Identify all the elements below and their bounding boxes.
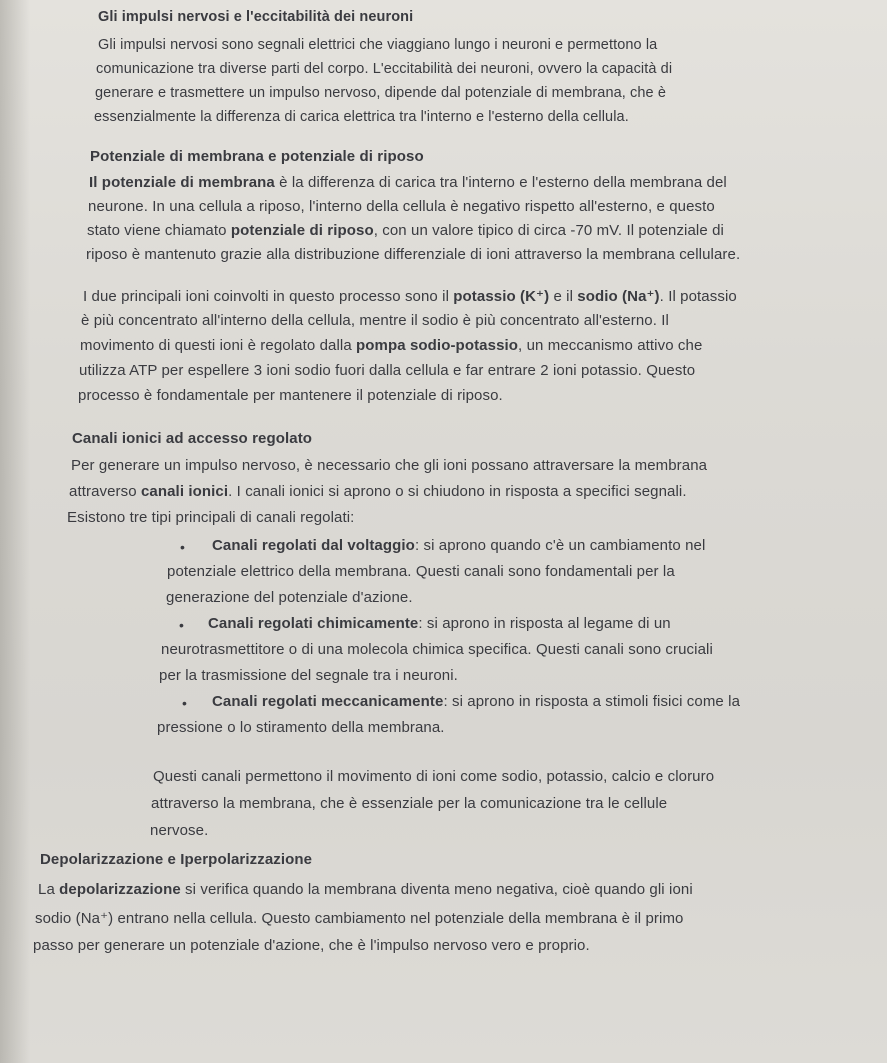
bullet-line: pressione o lo stiramento della membrana. — [157, 719, 445, 736]
paragraph-line: attraverso la membrana, che è essenziale per la comunicazione tra le cellule — [151, 795, 668, 812]
section-title-potenziale: Potenziale di membrana e potenziale di riposo — [90, 148, 424, 165]
paragraph-line: nervose. — [150, 822, 209, 839]
paragraph-line: comunicazione tra diverse parti del corpo. L'eccitabilità dei neuroni, ovvero la capacità di — [96, 61, 673, 77]
paragraph-line: Questi canali permettono il movimento di ioni come sodio, potassio, calcio e cloruro — [153, 768, 715, 785]
bullet-line: neurotrasmettitore o di una molecola chimica specifica. Questi canali sono cruciali — [161, 641, 713, 658]
paragraph-line: riposo è mantenuto grazie alla distribuzione differenziale di ioni attraverso la membrana cellulare. — [86, 246, 741, 263]
paragraph-line: processo è fondamentale per mantenere il potenziale di riposo. — [78, 387, 503, 404]
bullet-icon: • — [182, 695, 187, 711]
paragraph-line: Gli impulsi nervosi sono segnali elettrici che viaggiano lungo i neuroni e permettono la — [98, 37, 658, 53]
paragraph-line: utilizza ATP per espellere 3 ioni sodio fuori dalla cellula e far entrare 2 ioni potassio. Questo — [79, 362, 696, 379]
paragraph-line: movimento di questi ioni è regolato dalla pompa sodio-potassio, un meccanismo attivo che — [80, 337, 703, 354]
bullet-icon: • — [179, 617, 184, 633]
bullet-icon: • — [180, 539, 185, 555]
section-title-depolarizzazione: Depolarizzazione e Iperpolarizzazione — [40, 851, 313, 868]
paragraph-line: Esistono tre tipi principali di canali regolati: — [67, 509, 355, 526]
paragraph-line: passo per generare un potenziale d'azione, che è l'impulso nervoso vero e proprio. — [33, 937, 590, 954]
page-shadow — [0, 0, 30, 1063]
paragraph-line: stato viene chiamato potenziale di riposo, con un valore tipico di circa -70 mV. Il potenziale di — [87, 222, 724, 239]
paragraph-line: attraverso canali ionici. I canali ionici si aprono o si chiudono in risposta a specifici segnali. — [69, 483, 687, 500]
paragraph-line: generare e trasmettere un impulso nervoso, dipende dal potenziale di membrana, che è — [95, 85, 667, 101]
section-title-impulsi: Gli impulsi nervosi e l'eccitabilità dei neuroni — [98, 9, 414, 25]
paragraph-line: La depolarizzazione si verifica quando la membrana diventa meno negativa, cioè quando gli ioni — [38, 881, 693, 898]
paragraph-line: sodio (Na⁺) entrano nella cellula. Questo cambiamento nel potenziale della membrana è il primo — [35, 910, 684, 927]
section-title-canali: Canali ionici ad accesso regolato — [72, 430, 313, 447]
bullet-line: per la trasmissione del segnale tra i neuroni. — [159, 667, 458, 684]
bullet-item-voltaggio: Canali regolati dal voltaggio: si aprono quando c'è un cambiamento nel — [212, 537, 706, 554]
paragraph-line: I due principali ioni coinvolti in questo processo sono il potassio (K⁺) e il sodio (Na⁺). Il potassio — [83, 288, 737, 305]
bullet-line: potenziale elettrico della membrana. Questi canali sono fondamentali per la — [167, 563, 675, 580]
paragraph-line: essenzialmente la differenza di carica elettrica tra l'interno e l'esterno della cellula. — [94, 109, 629, 125]
bullet-item-meccanicamente: Canali regolati meccanicamente: si aprono in risposta a stimoli fisici come la — [212, 693, 741, 710]
paragraph-line: Per generare un impulso nervoso, è necessario che gli ioni possano attraversare la membrana — [71, 457, 708, 474]
paragraph-line: Il potenziale di membrana è la differenza di carica tra l'interno e l'esterno della membrana del — [89, 174, 727, 191]
paragraph-line: neurone. In una cellula a riposo, l'interno della cellula è negativo rispetto all'esterno, e questo — [88, 198, 715, 215]
bullet-line: generazione del potenziale d'azione. — [166, 589, 413, 606]
bullet-item-chimicamente: Canali regolati chimicamente: si aprono in risposta al legame di un — [208, 615, 671, 632]
paragraph-line: è più concentrato all'interno della cellula, mentre il sodio è più concentrato all'esterno. Il — [81, 312, 669, 329]
